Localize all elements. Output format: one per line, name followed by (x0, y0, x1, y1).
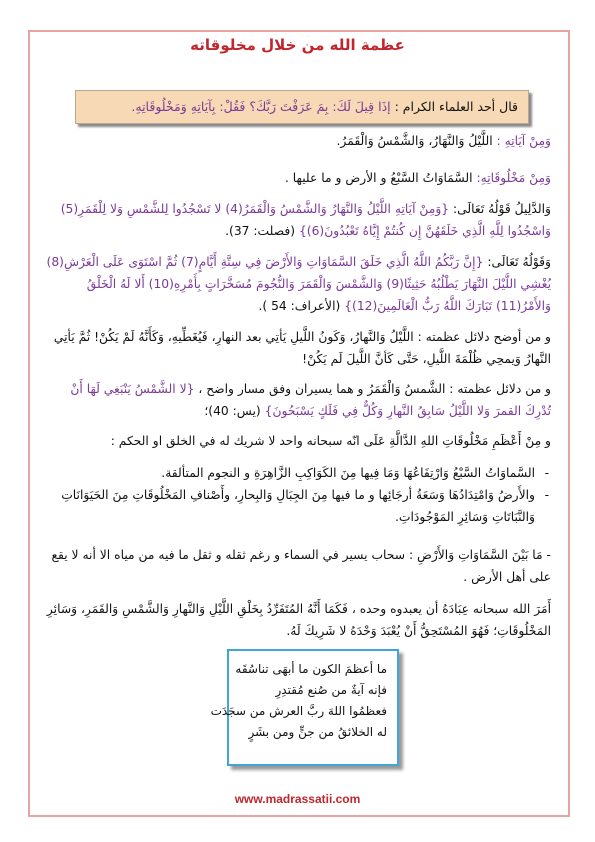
poem-line: فإنه آيةٌ من صُنع مُقتدِرِ (275, 683, 387, 697)
signs-label: وَمِنْ آيَاتِهِ : (496, 134, 551, 148)
page-title: عظمة الله من خلال مخلوقاته (190, 36, 405, 54)
poem-box (210, 649, 399, 766)
footer-link[interactable]: www.madrassatii.com (234, 792, 361, 806)
intro-quote: إذَا قِيلَ لَكَ: بِمَ عَرَفْتَ رَبَّكَ؟ فَقُلْ: بِآيَاتِهِ وَمَخْلُوقَاتِهِ. (131, 99, 391, 114)
creations-text: السَّمَاوَاتُ السَّبْعُ و الأرض و ما عليها . (284, 171, 473, 185)
poem-line: فعظمُوا اللهَ ربَّ العرش من سجَدَت (210, 704, 387, 718)
bullet-list (41, 462, 551, 528)
intro-box (75, 90, 529, 124)
para-sun-moon (41, 378, 551, 422)
evidence-2-ref: (الأعراف: 54 ). (258, 299, 341, 313)
creations-line (41, 167, 551, 189)
evidence-1-verse: {وَمِنْ آيَاتِهِ اللَّيْلُ وَالنَّهَارُ وَالشَّمْسُ وَالْقَمَرُ(4) لا تَسْجُدُوا لِلشَّمْسِ وَلا لِلْقَمَرِ(5) وَاسْجُدُوا لِلَّهِ الَّذِي خَلَقَهُنَّ إِن كُنتُمْ إِيَّاهُ تَعْبُدُونَ(6)} (60, 202, 551, 238)
para-sun-text: و من دلائل عظمته : الشَّمسُ وَالْقَمَرُ و هما يسيران وفق مسار واضح ، (198, 382, 551, 396)
creations-label: وَمِنْ مَخْلُوقَاتِهِ: (476, 171, 551, 185)
para-greatest: و مِنْ أَعْظَمِ مَخْلُوقَاتِ اللهِ الدَّالَّةِ عَلَى انّه سبحانه واحد لا شريك له في الخلق او الحكم : (110, 434, 551, 448)
signs-line (41, 130, 551, 152)
para-command: أَمَرَ الله سبحانه عِبَادَهُ أن يعبدوه وحده ، فَكَمَا أَنَّهُ المُتَفَرِّدُ بِخَلْقِ اللَّيْلِ وَالنَّهارِ وَالشَّمْسِ وَالقَمَرِ، وَسَائِرِ المَخْلُوقَاتِ؛ فَهُوَ المُسْتَحِقُّ أَنْ يُعْبَدَ وَحْدَهُ لا شَرِيكَ لَهُ. (46, 602, 551, 638)
bullet-item: - السَّماوَاتُ السَّبْعُ وَارْتِفَاعُهَا وَمَا فِيها مِنَ الكَوَاكِبِ الزَّاهِرَةِ و النجوم المتألقة. (41, 462, 535, 484)
evidence-1-lead: وَالدَّلِيلُ قَوْلُهُ تَعَالَى: (453, 202, 551, 216)
bullet-item: - والأَرضُ وَامْتِدَادُهَا وَسَعَةُ أرجَائِها و ما فيها مِنَ الجِبَالِ وَالبِحارِ، وأَصْنافِ المَخْلُوقَاتِ مِنَ الحَيَوَانَاتِ وَالنَّبَاتَاتِ وَسَائِرِ المَوْجُودَاتِ. (41, 484, 535, 528)
poem-line: له الخلائقُ من جنٍّ ومن بشَرٍ (248, 725, 387, 739)
para-sun-verse: {لا الشَّمْسُ يَنْبَغِي لَهَا أَنْ تُدْرِكَ القمرَ وَلا اللَّيْلُ سَابِقُ النَّهارِ وَكُلٌّ فِي فَلَكٍ يَسْبَحُونَ} (70, 382, 551, 418)
para-between: - مَا بَيْنَ السَّمَاوَاتِ وَالأَرْضِ : سحاب يسير في السماء و رغم ثقله و ثقل ما فيه من مياه الا أنه لا يقع على أهل الأرض . (51, 548, 551, 584)
signs-text: اللَّيْلُ وَالنَّهَارُ، وَالشَّمْسُ وَالْقَمَرُ. (336, 134, 493, 148)
evidence-2-lead: وَقَوْلُهُ تَعَالَى: (487, 255, 551, 269)
evidence-2-verse: {إِنَّ رَبَّكُمُ اللَّهُ الَّذِي خَلَقَ السَّمَاوَاتِ وَالأَرْضَ فِي سِتَّةِ أَيَّامٍ(7) ثُمَّ اسْتَوَى عَلَى الْعَرْشِ(8) يُغْشِي اللَّيْلَ النَّهَارَ يَطْلُبُهُ حَثِيثًا(9) وَالشَّمْسَ وَالْقَمَرَ وَالنُّجُومَ مُسَخَّرَاتٍ بِأَمْرِهِ(10) أَلا لَهُ الْخَلْقُ وَالأَمْرُ(11) تَبَارَكَ اللَّهُ رَبُّ الْعَالَمِينَ(12)} (46, 255, 551, 313)
evidence-2 (41, 251, 551, 317)
para-night-day: و من أوضح دلائل عظمته : اللَّيْلُ وَالنَّهارُ، وَكَونُ اللَّيلِ يَأتِي بعد النهارِ، فَيُغَطِّيهِ، وَكَأَنَّهُ لَمْ يَكُنْ! ثُمَّ يَأتِي النَّهارُ وَيمحِي ظُلْمَةَ اللَّيلِ، حَتَّى كَأنَّ اللَّيلَ لَم يَكُنْ! (53, 330, 551, 366)
evidence-1 (41, 198, 551, 242)
poem-line: ما أعظمَ الكون ما أبهَى تناسُقَه (235, 662, 387, 676)
evidence-1-ref: (فصلت: 37). (225, 224, 296, 238)
para-sun-ref: (يس: 40)؛ (204, 404, 261, 418)
intro-lead: قال أحد العلماء الكرام : (394, 99, 518, 114)
